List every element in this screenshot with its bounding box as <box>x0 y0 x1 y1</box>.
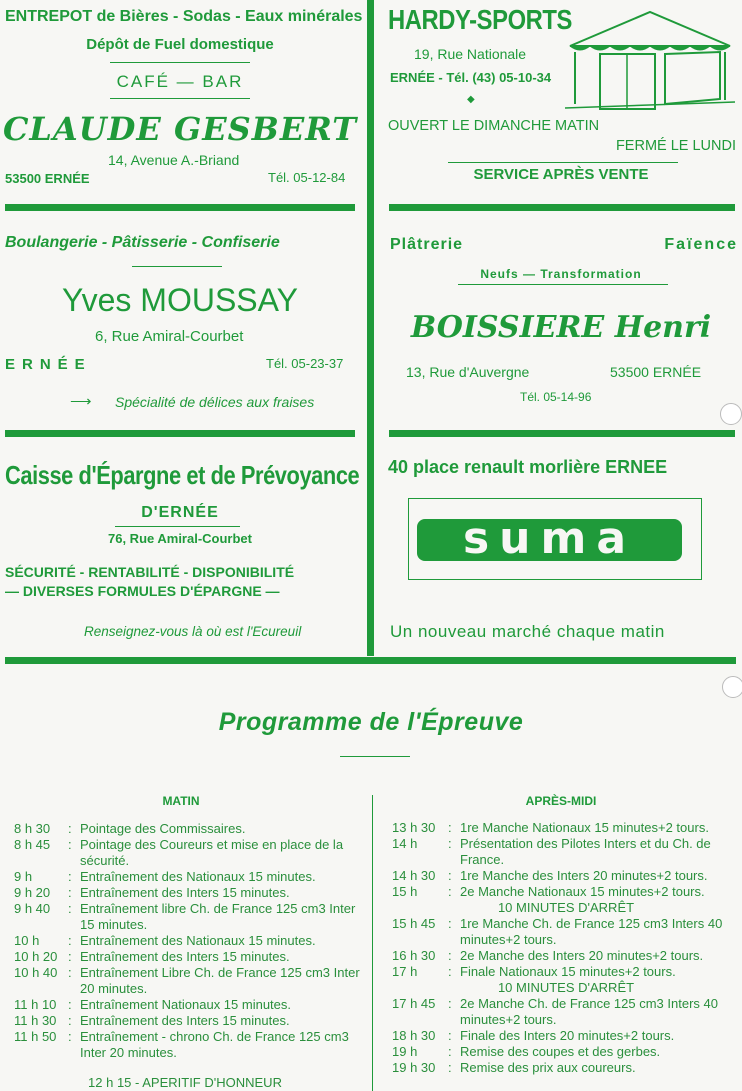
schedule-time: 10 h 40 <box>14 965 58 980</box>
schedule-description: Finale des Inters 20 minutes+2 tours. <box>460 1028 675 1043</box>
boissiere-right: Faïence <box>664 236 738 253</box>
schedule-colon: : <box>448 836 452 851</box>
schedule-description: Entraînement des Nationaux 15 minutes. <box>80 933 316 948</box>
schedule-row <box>392 996 740 1028</box>
hardy-city-tel: ERNÉE - Tél. (43) 05-10-34 <box>390 70 552 85</box>
gesbert-name: CLAUDE GESBERT <box>2 110 358 148</box>
schedule-time: 19 h 30 <box>392 1060 436 1075</box>
schedule-colon: : <box>68 949 72 964</box>
caisse-footer: Renseignez-vous là où est l'Ecureuil <box>84 624 302 639</box>
schedule-time: 11 h 30 <box>14 1013 57 1028</box>
gesbert-bottom-rule <box>5 204 355 211</box>
schedule-time: 13 h 30 <box>392 820 436 835</box>
boissiere-bottom-rule <box>389 430 735 437</box>
suma-tagline: Un nouveau marché chaque matin <box>390 622 665 641</box>
schedule-time: 14 h 30 <box>392 868 436 883</box>
schedule-colon: : <box>448 868 452 883</box>
moussay-bottom-rule <box>5 430 355 437</box>
schedule-row <box>14 1013 360 1029</box>
arrow-right-icon: ⟶ <box>70 393 92 410</box>
punch-hole <box>722 676 742 698</box>
schedule-time: 10 h <box>14 933 40 948</box>
schedule-colon: : <box>448 948 452 963</box>
schedule-time: 19 h <box>392 1044 418 1059</box>
schedule-colon: : <box>68 1029 72 1044</box>
schedule-colon: : <box>448 996 452 1011</box>
hardy-bottom-rule <box>389 204 735 211</box>
caisse-address: 76, Rue Amiral-Courbet <box>108 531 252 546</box>
moussay-address: 6, Rue Amiral-Courbet <box>95 328 244 345</box>
schedule-row <box>14 949 360 965</box>
schedule-description: Entraînement - chrono Ch. de France 125 cm3 Inter 20 minutes. <box>80 1029 349 1060</box>
boissiere-rule <box>458 284 668 285</box>
moussay-tel: Tél. 05-23-37 <box>266 356 344 371</box>
gesbert-line1: ENTREPOT de Bières - Sodas - Eaux minérales <box>5 8 363 25</box>
schedule-time: 17 h <box>392 964 418 979</box>
schedule-row <box>14 821 360 837</box>
schedule-row <box>392 1044 740 1060</box>
schedule-colon: : <box>448 820 452 835</box>
schedule-time: 11 h 10 <box>14 997 57 1012</box>
programme-column-divider <box>372 795 373 1091</box>
schedule-time: 15 h <box>392 884 418 899</box>
schedule-description: 2e Manche Nationaux 15 minutes+2 tours. <box>460 884 705 899</box>
programme-title: Programme de l'Épreuve <box>218 708 524 736</box>
schedule-time: 17 h 45 <box>392 996 436 1011</box>
schedule-row <box>14 869 360 885</box>
ad-boissiere <box>380 214 742 424</box>
schedule-break: 10 MINUTES D'ARRÊT <box>497 980 635 995</box>
moussay-rule <box>132 266 222 267</box>
matin-header: MATIN <box>162 794 200 808</box>
ad-moussay <box>0 214 360 424</box>
diamond-icon: ◆ <box>467 94 475 105</box>
schedule-row <box>392 900 740 916</box>
boissiere-city: 53500 ERNÉE <box>610 364 702 380</box>
schedule-colon: : <box>448 916 452 931</box>
schedule-row <box>14 933 360 949</box>
caisse-sub: D'ERNÉE <box>141 504 219 521</box>
schedule-colon: : <box>68 933 72 948</box>
schedule-description: Entraînement Nationaux 15 minutes. <box>80 997 292 1012</box>
moussay-speciality: Spécialité de délices aux fraises <box>115 394 315 410</box>
schedule-row <box>14 837 360 869</box>
schedule-row <box>14 1029 360 1061</box>
schedule-time: 9 h <box>14 869 33 884</box>
schedule-colon: : <box>68 901 72 916</box>
center-divider <box>367 0 374 656</box>
ads-bottom-rule <box>5 657 736 664</box>
schedule-description: Remise des coupes et des gerbes. <box>460 1044 661 1059</box>
schedule-description: 2e Manche des Inters 20 minutes+2 tours. <box>460 948 704 963</box>
schedule-colon: : <box>68 997 72 1012</box>
hardy-name: HARDY-SPORTS <box>388 4 572 35</box>
apres-header: APRÈS-MIDI <box>525 794 597 808</box>
suma-logo-frame <box>408 498 702 580</box>
schedule-description: Entraînement des Nationaux 15 minutes. <box>80 869 316 884</box>
schedule-time: 9 h 20 <box>14 885 51 900</box>
punch-hole <box>720 403 742 425</box>
ad-gesbert <box>0 0 363 200</box>
caisse-slogan1: SÉCURITÉ - RENTABILITÉ - DISPONIBILITÉ <box>5 564 295 580</box>
schedule-description: 1re Manche Ch. de France 125 cm3 Inters 40 minutes+2 tours. <box>460 916 723 947</box>
caisse-slogan2: — DIVERSES FORMULES D'ÉPARGNE — <box>5 583 280 599</box>
schedule-colon: : <box>68 869 72 884</box>
gesbert-city: 53500 ERNÉE <box>5 171 90 186</box>
schedule-row <box>392 964 740 980</box>
hardy-rule <box>448 162 678 163</box>
apres-schedule <box>392 820 740 1076</box>
schedule-time: 11 h 50 <box>14 1029 57 1044</box>
schedule-row <box>392 820 740 836</box>
schedule-colon: : <box>68 1013 72 1028</box>
gesbert-line3: CAFÉ — BAR <box>116 72 244 91</box>
matin-schedule <box>14 821 360 1061</box>
moussay-line1: Boulangerie - Pâtisserie - Confiserie <box>5 234 280 251</box>
schedule-colon: : <box>68 965 72 980</box>
schedule-colon: : <box>68 885 72 900</box>
schedule-colon: : <box>448 1060 452 1075</box>
tent-illustration <box>560 4 740 114</box>
caisse-title: Caisse d'Épargne et de Prévoyance <box>5 460 360 490</box>
schedule-colon: : <box>448 884 452 899</box>
schedule-description: Entraînement Libre Ch. de France 125 cm3 Inter 20 minutes. <box>80 965 360 996</box>
ad-caisse <box>0 440 362 652</box>
caisse-rule <box>115 526 240 527</box>
schedule-time: 14 h <box>392 836 418 851</box>
schedule-description: Entraînement des Inters 15 minutes. <box>80 885 290 900</box>
schedule-row <box>392 1060 740 1076</box>
boissiere-address: 13, Rue d'Auvergne <box>406 364 530 380</box>
schedule-colon: : <box>448 964 452 979</box>
schedule-colon: : <box>68 821 72 836</box>
boissiere-tel: Tél. 05-14-96 <box>520 390 592 404</box>
schedule-description: Remise des prix aux coureurs. <box>460 1060 636 1075</box>
moussay-name: Yves MOUSSAY <box>62 282 298 318</box>
matin-footer: 12 h 15 - APERITIF D'HONNEUR <box>88 1075 282 1090</box>
moussay-city: ERNÉE <box>5 356 92 373</box>
schedule-time: 10 h 20 <box>14 949 58 964</box>
schedule-row <box>14 885 360 901</box>
schedule-colon: : <box>68 837 72 852</box>
ad-suma <box>380 440 742 652</box>
schedule-colon: : <box>448 1044 452 1059</box>
schedule-time: 8 h 30 <box>14 821 51 836</box>
schedule-time: 18 h 30 <box>392 1028 436 1043</box>
schedule-row <box>392 884 740 900</box>
programme-title-rule <box>340 756 410 757</box>
schedule-row <box>392 836 740 868</box>
hardy-service: SERVICE APRÈS VENTE <box>473 166 649 183</box>
schedule-description: 2e Manche Ch. de France 125 cm3 Inters 40 minutes+2 tours. <box>460 996 718 1027</box>
boissiere-name: BOISSIERE Henri <box>410 310 712 345</box>
schedule-description: 1re Manche des Inters 20 minutes+2 tours. <box>460 868 708 883</box>
schedule-break: 10 MINUTES D'ARRÊT <box>497 900 635 915</box>
hardy-address: 19, Rue Nationale <box>414 46 527 62</box>
schedule-description: 1re Manche Nationaux 15 minutes+2 tours. <box>460 820 709 835</box>
ad-hardy <box>380 0 742 200</box>
schedule-description: Présentation des Pilotes Inters et du Ch. de France. <box>460 836 711 867</box>
schedule-row <box>392 868 740 884</box>
schedule-description: Entraînement des Inters 15 minutes. <box>80 1013 290 1028</box>
schedule-time: 9 h 40 <box>14 901 51 916</box>
suma-logo: suma <box>462 513 637 564</box>
schedule-row <box>392 948 740 964</box>
gesbert-rule-2 <box>110 98 250 99</box>
hardy-open: OUVERT LE DIMANCHE MATIN <box>388 118 600 134</box>
schedule-time: 8 h 45 <box>14 837 51 852</box>
gesbert-rule-1 <box>110 62 250 63</box>
schedule-description: Pointage des Coureurs et mise en place de la sécurité. <box>80 837 344 868</box>
schedule-row <box>392 980 740 996</box>
schedule-description: Entraînement des Inters 15 minutes. <box>80 949 290 964</box>
gesbert-tel: Tél. 05-12-84 <box>268 170 346 185</box>
schedule-row <box>14 965 360 997</box>
schedule-description: Entraînement libre Ch. de France 125 cm3 Inter 15 minutes. <box>80 901 356 932</box>
schedule-description: Pointage des Commissaires. <box>80 821 246 836</box>
gesbert-address: 14, Avenue A.-Briand <box>108 152 240 168</box>
hardy-closed: FERMÉ LE LUNDI <box>615 138 736 154</box>
schedule-row <box>392 916 740 948</box>
boissiere-sub: Neufs — Transformation <box>480 267 642 281</box>
schedule-colon: : <box>448 1028 452 1043</box>
schedule-row <box>14 997 360 1013</box>
schedule-time: 15 h 45 <box>392 916 436 931</box>
schedule-time: 16 h 30 <box>392 948 436 963</box>
schedule-row <box>14 901 360 933</box>
boissiere-left: Plâtrerie <box>390 236 464 253</box>
schedule-row <box>392 1028 740 1044</box>
gesbert-line2: Dépôt de Fuel domestique <box>86 36 274 53</box>
suma-address: 40 place renault morlière ERNEE <box>388 457 668 477</box>
schedule-description: Finale Nationaux 15 minutes+2 tours. <box>460 964 676 979</box>
